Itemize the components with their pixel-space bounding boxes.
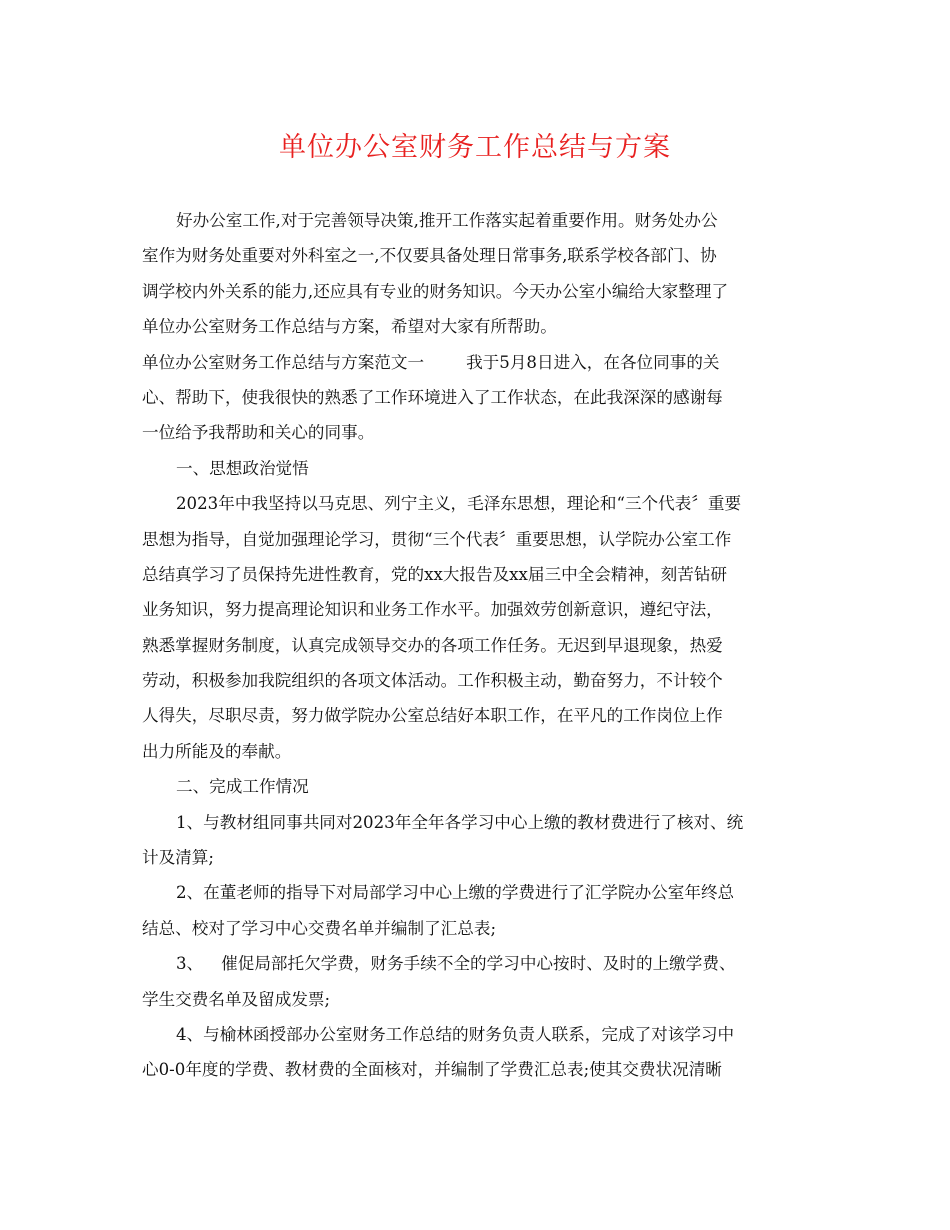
list-item-text: 催促局部托欠学费，财务手续不全的学习中心按时、及时的上缴学费、	[221, 954, 736, 974]
document-body	[142, 203, 814, 1088]
paragraph-line: 熟悉掌握财务制度，认真完成领导交办的各项工作任务。无迟到早退现象，热爱	[142, 635, 723, 655]
list-item-line: 学生交费名单及留成发票;	[142, 989, 331, 1009]
paragraph-line: 单位办公室财务工作总结与方案，希望对大家有所帮助。	[142, 317, 557, 337]
paragraph-line: 总结真学习了员保持先进性教育，党的xx大报告及xx届三中全会精神，刻苦钻研	[142, 564, 728, 584]
list-item-line	[142, 946, 814, 981]
paragraph-line: 出力所能及的奉献。	[142, 741, 292, 761]
paragraph-line: 人得失，尽职尽责，努力做学院办公室总结好本职工作，在平凡的工作岗位上作	[142, 706, 723, 726]
list-item-number: 3、	[176, 954, 204, 974]
paragraph-line: 业务知识，努力提高理论知识和业务工作水平。加强效劳创新意识，遵纪守法，	[142, 600, 723, 620]
document-title: 单位办公室财务工作总结与方案	[279, 132, 671, 163]
paragraph-line: 思想为指导，自觉加强理论学习，贯彻“三个代表〞重要思想，认学院办公室工作	[142, 529, 732, 549]
paragraph-line: 心、帮助下，使我很快的熟悉了工作环境进入了工作状态，在此我深深的感谢每	[142, 387, 723, 407]
paragraph-text: 我于5月8日进入，在各位同事的关	[466, 352, 720, 372]
paragraph-line: 2023年中我坚持以马克思、列宁主义，毛泽东思想，理论和“三个代表〞重要	[176, 494, 742, 514]
section-heading: 一、思想政治觉悟	[176, 458, 309, 478]
list-item-line: 1、与教材组同事共同对2023年全年各学习中心上缴的教材费进行了核对、统	[176, 812, 744, 832]
paragraph-line: 一位给予我帮助和关心的同事。	[142, 423, 375, 443]
list-item-line: 计及清算;	[142, 848, 214, 868]
list-item-line: 2、在董老师的指导下对局部学习中心上缴的学费进行了汇学院办公室年终总	[176, 883, 735, 903]
paragraph-line: 好办公室工作,对于完善领导决策,推开工作落实起着重要作用。财务处办公	[176, 211, 718, 230]
paragraph-line: 调学校内外关系的能力,还应具有专业的财务知识。今天办公室小编给大家整理了	[142, 281, 729, 301]
section-heading: 单位办公室财务工作总结与方案范文一	[142, 352, 425, 372]
list-item-line: 4、与榆林函授部办公室财务工作总结的财务负责人联系，完成了对该学习中	[176, 1024, 735, 1044]
paragraph-line: 劳动，积极参加我院组织的各项文体活动。工作积极主动，勤奋努力，不计较个	[142, 671, 723, 691]
section-heading: 二、完成工作情况	[176, 777, 309, 797]
paragraph-line: 室作为财务处重要对外科室之一,不仅要具备处理日常事务,联系学校各部门、协	[142, 246, 717, 266]
paragraph-line	[142, 345, 814, 380]
list-item-line: 结总、校对了学习中心交费名单并编制了汇总表;	[142, 918, 497, 938]
list-item-line: 心0-0年度的学费、教材费的全面核对，并编制了学费汇总表;使其交费状况清晰	[142, 1060, 722, 1080]
